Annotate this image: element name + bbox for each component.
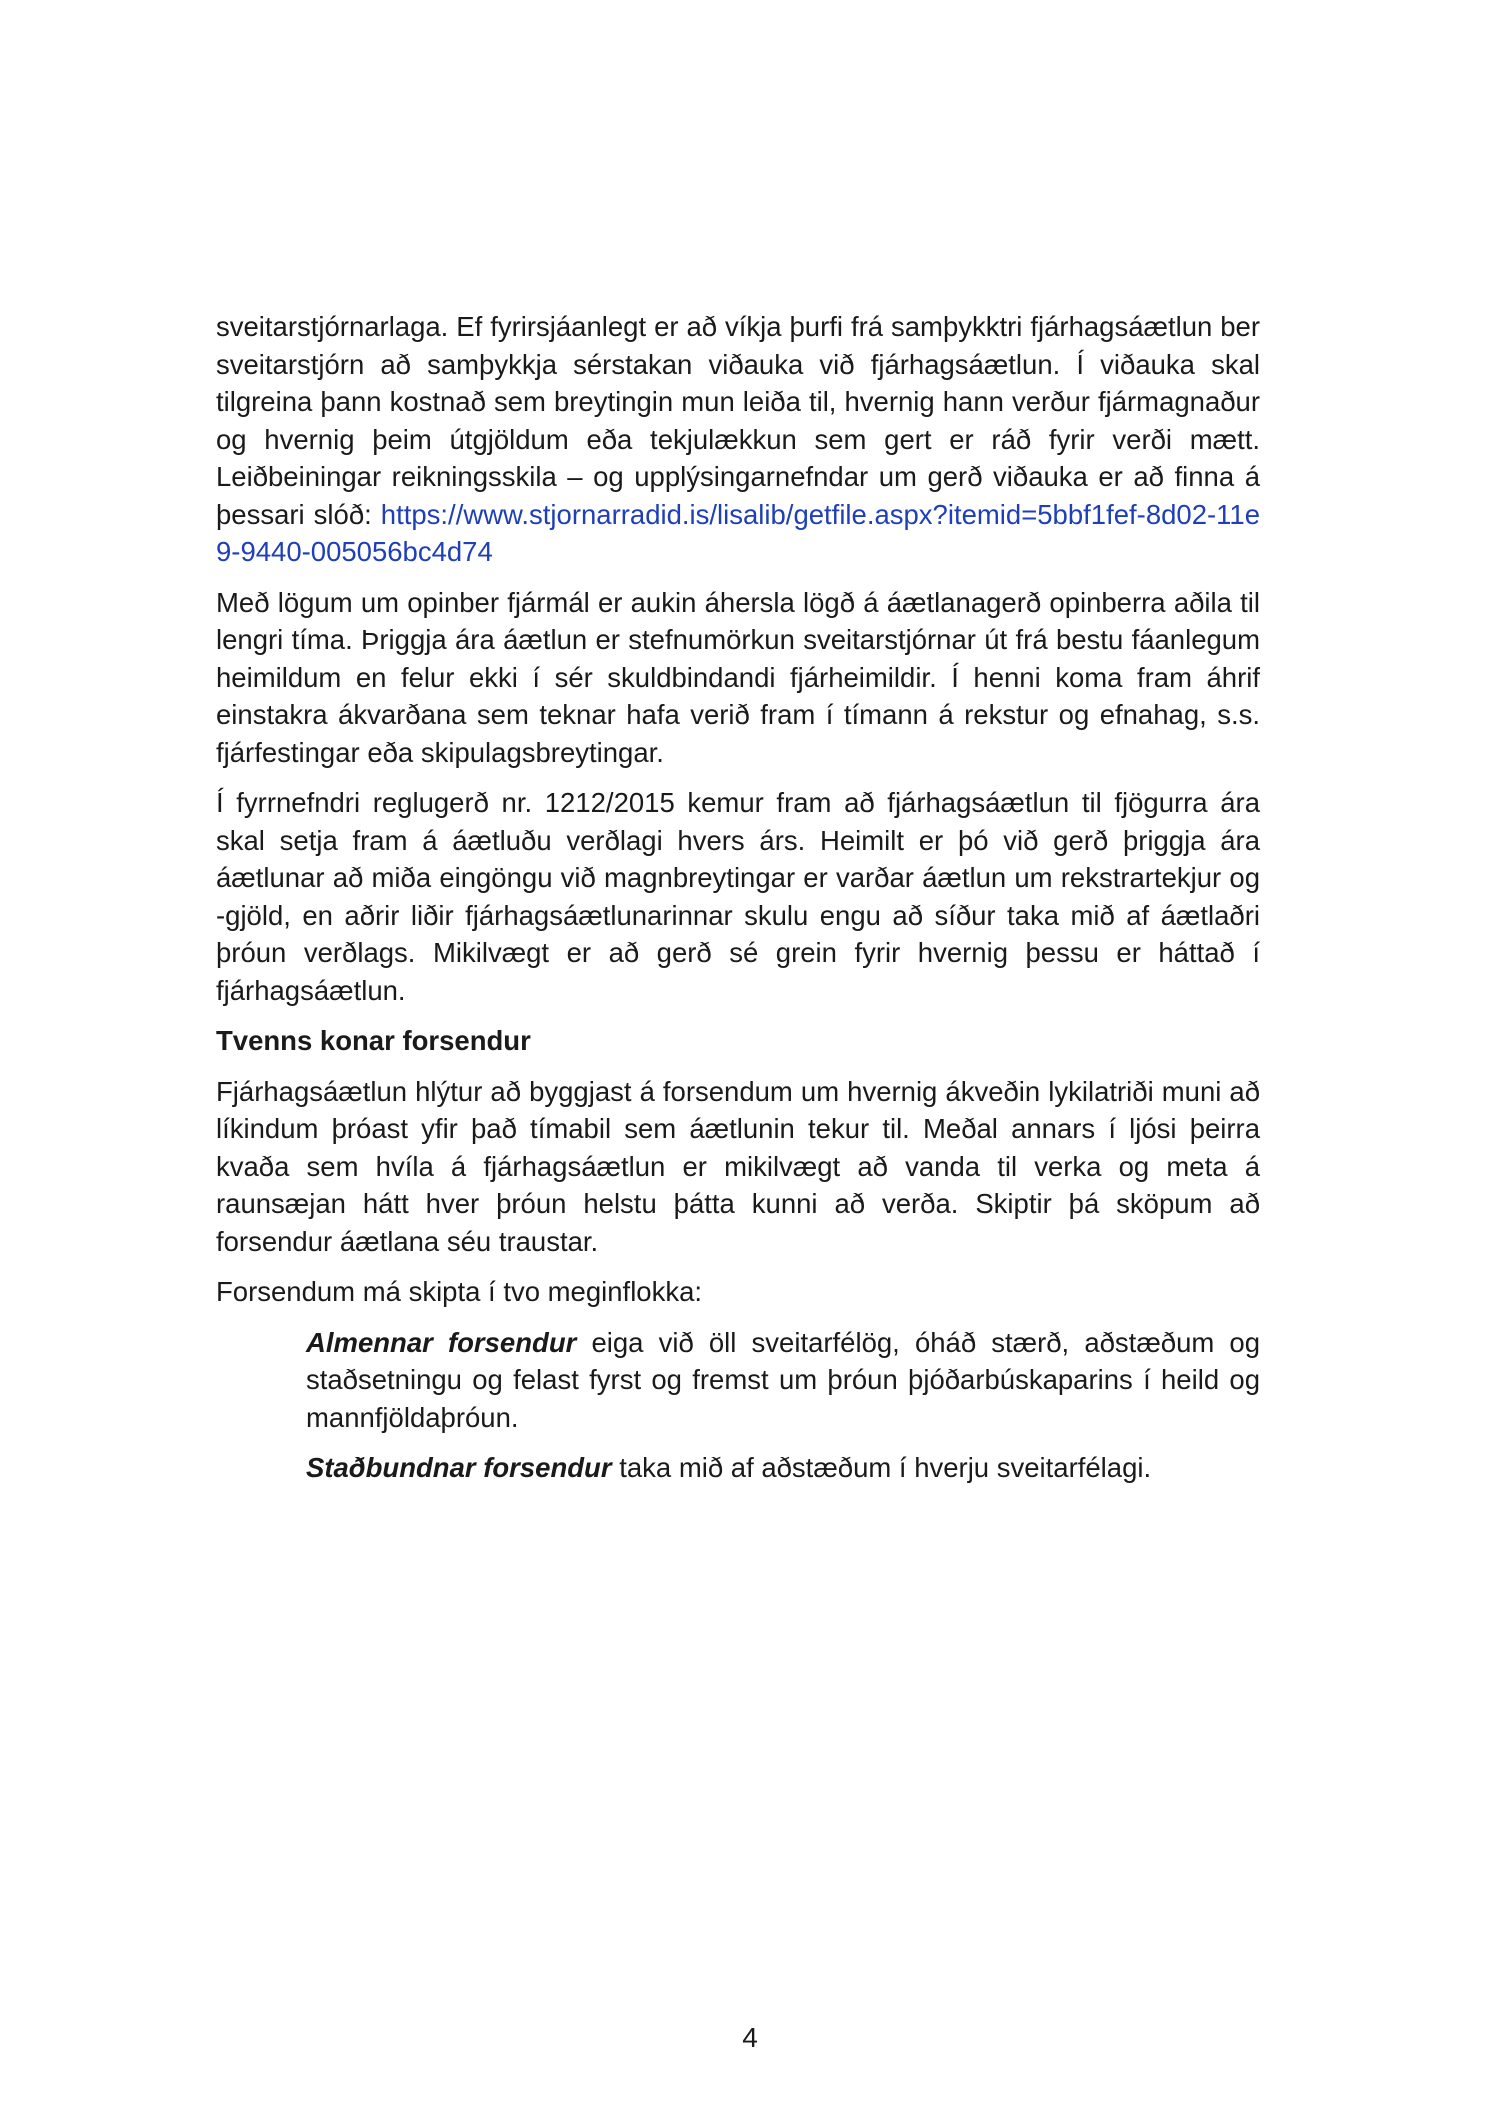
list-item-general-assumptions	[306, 1324, 1260, 1437]
term-local-assumptions: Staðbundnar forsendur	[306, 1452, 612, 1483]
term-general-assumptions: Almennar forsendur	[306, 1326, 577, 1358]
list-item-local-assumptions	[306, 1449, 1260, 1487]
document-body	[216, 308, 1260, 1500]
guidance-link[interactable]: https://www.stjornarradid.is/lisalib/getfile.aspx?itemid=5bbf1fef-8d02-11e9-9440-005056bc4d74	[216, 498, 1260, 567]
page-number: 4	[742, 2022, 758, 2053]
section-heading: Tvenns konar forsendur	[216, 1025, 531, 1056]
paragraph-text: sveitarstjórnarlaga. Ef fyrirsjáanlegt er að víkja þurfi frá samþykktri fjárhagsáætlun ber sveitarstjórn að samþykkja sérstakan viðauka við fjárhagsáætlun. Í viðauka skal tilgreina þann kostnað sem breytingin mun leiða til, hvernig hann verður fjármagnaður og hvernig þeim útgjöldum eða tekjulækkun sem gert er ráð fyrir verði mætt. Leiðbeiningar reikningsskila – og upplýsingarnefndar um gerð viðauka er að finna á þessari slóð:	[216, 311, 1260, 530]
list-item-text: eiga við öll sveitarfélög, óháð stærð, aðstæðum og staðsetningu og felast fyrst og fremst um þróun þjóðarbúskaparins í heild og mannfjöldaþróun.	[306, 1326, 1260, 1433]
paragraph-regulation: Í fyrrnefndri reglugerð nr. 1212/2015 kemur fram að fjárhagsáætlun til fjögurra ára skal setja fram á áætluðu verðlagi hvers árs. Heimilt er þó við gerð þriggja ára áætlunar að miða eingöngu við magnbreytingar er varðar áætlun um rekstrartekjur og -gjöld, en aðrir liðir fjárhagsáætlunarinnar skulu engu að síður taka mið af áætlaðri þróun verðlags. Mikilvægt er að gerð sé grein fyrir hvernig þessu er háttað í fjárhagsáætlun.	[216, 787, 1260, 1006]
paragraph-public-finance: Með lögum um opinber fjármál er aukin áhersla lögð á áætlanagerð opinberra aðila til lengri tíma. Þriggja ára áætlun er stefnumörkun sveitarstjórnar út frá bestu fáanlegum heimildum en felur ekki í sér skuldbindandi fjárheimildir. Í henni koma fram áhrif einstakra ákvarðana sem teknar hafa verið fram í tímann á rekstur og efnahag, s.s. fjárfestingar eða skipulagsbreytingar.	[216, 586, 1260, 768]
paragraph-categories-intro: Forsendum má skipta í tvo meginflokka:	[216, 1276, 703, 1307]
paragraph-assumptions: Fjárhagsáætlun hlýtur að byggjast á forsendum um hvernig ákveðin lykilatriði muni að líkindum þróast yfir það tímabil sem áætlunin tekur til. Meðal annars í ljósi þeirra kvaða sem hvíla á fjárhagsáætlun er mikilvægt að vanda til verka og meta á raunsæjan hátt hver þróun helstu þátta kunni að verða. Skiptir þá sköpum að forsendur áætlana séu traustar.	[216, 1075, 1260, 1257]
list-item-text: taka mið af aðstæðum í hverju sveitarfélagi.	[611, 1452, 1152, 1483]
paragraph-budget-appendix	[216, 308, 1260, 571]
